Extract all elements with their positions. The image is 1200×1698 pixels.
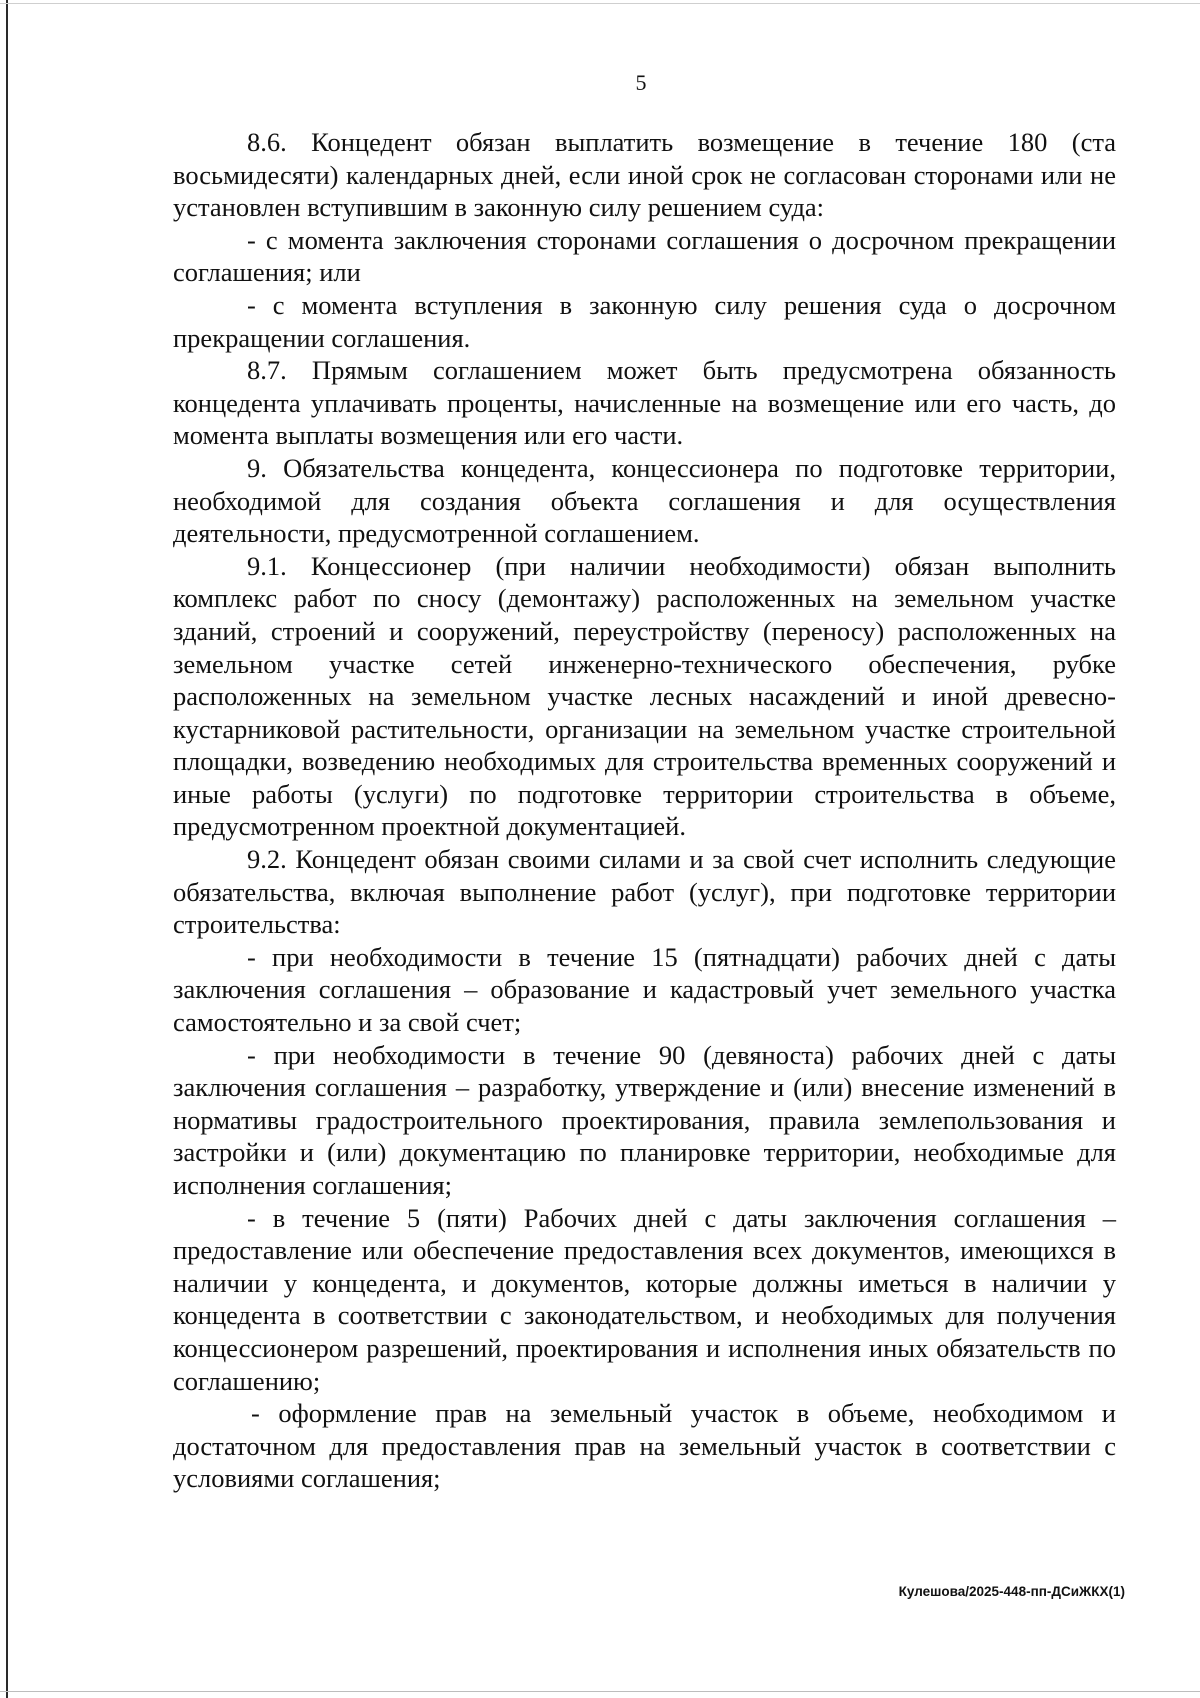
paragraph-bullet-court: - с момента вступления в законную силу решения суда о досрочном прекращении соглашения. [173, 289, 1116, 353]
scan-edge-left [6, 0, 8, 1698]
document-body [173, 126, 1116, 1495]
scan-edge-bottom [0, 1691, 1200, 1692]
paragraph-8-7: 8.7. Прямым соглашением может быть предусмотрена обязанность концедента уплачивать проценты, начисленные на возмещение или его часть, до момента выплаты возмещения или его части. [173, 355, 1116, 451]
paragraph-bullet-agreement: - с момента заключения сторонами соглашения о досрочном прекращении соглашения; или [173, 224, 1116, 288]
paragraph-bullet-90-days: - при необходимости в течение 90 (девяноста) рабочих дней с даты заключения соглашения – разработку, утверждение и (или) внесение изменений в нормативы градостроительного проектирования, правила землепользования и застройки и (или) документацию по планировке территории, необходимые для исполнения соглашения; [173, 1039, 1116, 1200]
paragraph-bullet-5-days: - в течение 5 (пяти) Рабочих дней с даты заключения соглашения – предоставление или обеспечение предоставления всех документов, имеющихся в наличии у концедента, и документов, которые должны иметься в наличии у концедента в соответствии с законодательством, и необходимых для получения концессионером разрешений, проектирования и исполнения иных обязательств по соглашению; [173, 1202, 1116, 1396]
footer-document-code: Кулешова/2025-448-пп-ДСиЖКХ(1) [898, 1584, 1125, 1599]
paragraph-9-2: 9.2. Концедент обязан своими силами и за свой счет исполнить следующие обязательства, включая выполнение работ (услуг), при подготовке территории строительства: [173, 844, 1116, 940]
paragraph-8-6: 8.6. Концедент обязан выплатить возмещение в течение 180 (ста восьмидесяти) календарных дней, если иной срок не согласован сторонами или не установлен вступившим в законную силу решением суда: [173, 127, 1116, 223]
paragraph-bullet-15-days: - при необходимости в течение 15 (пятнадцати) рабочих дней с даты заключения соглашения – образование и кадастровый учет земельного участка самостоятельно и за свой счет; [173, 941, 1116, 1038]
page-number: 5 [635, 70, 647, 95]
paragraph-9-heading: 9. Обязательства концедента, концессионера по подготовке территории, необходимой для создания объекта соглашения и для осуществления деятельности, предусмотренной соглашением. [173, 452, 1116, 549]
paragraph-bullet-land-rights: - оформление прав на земельный участок в объеме, необходимом и достаточном для предоставления прав на земельный участок в соответствии с условиями соглашения; [173, 1398, 1116, 1494]
paragraph-9-1: 9.1. Концессионер (при наличии необходимости) обязан выполнить комплекс работ по сносу (демонтажу) расположенных на земельном участке зданий, строений и сооружений, переустройству (переносу) расположенных на земельном участке сетей инженерно-технического обеспечения, рубке расположенных на земельном участке лесных насаждений и иной древесно-кустарниковой растительности, организации на земельном участке строительной площадки, возведению необходимых для строительства временных сооружений и иные работы (услуги) по подготовке территории строительства в объеме, предусмотренном проектной документацией. [173, 550, 1116, 842]
scan-edge-top [0, 3, 1200, 4]
